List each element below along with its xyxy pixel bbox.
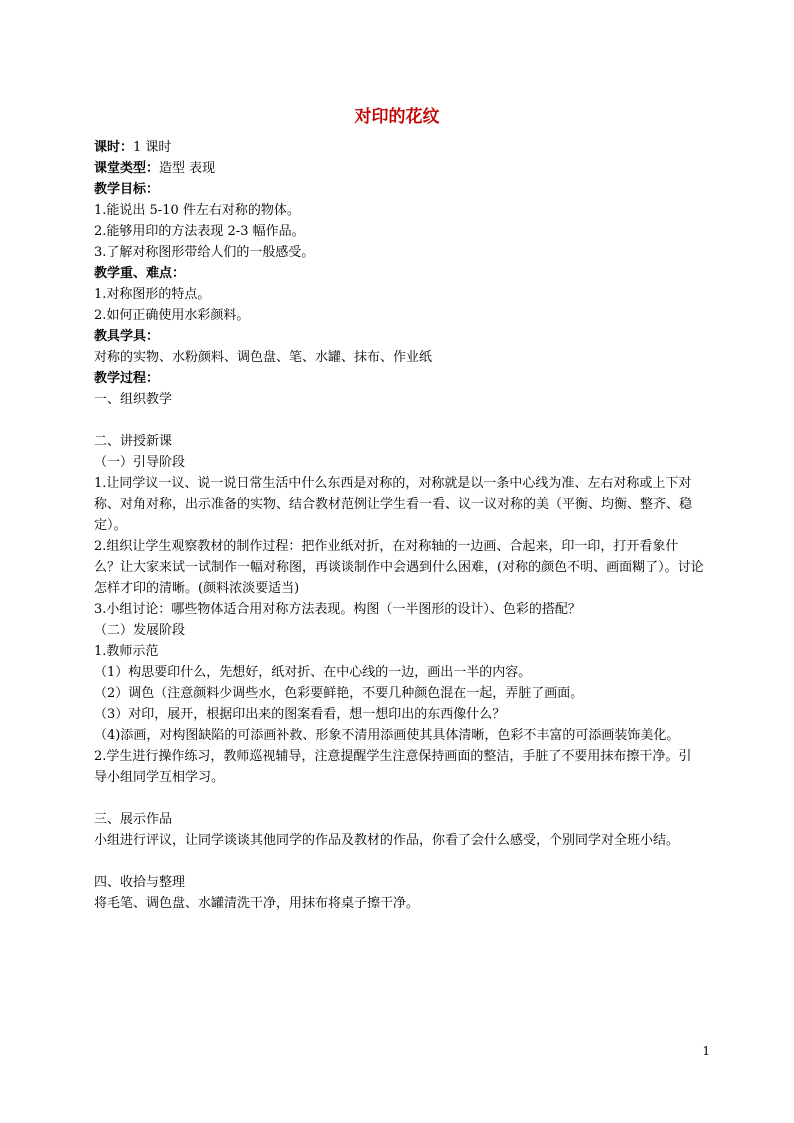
- subsection-heading: （二）发展阶段: [94, 623, 186, 638]
- focus-item: 2.如何正确使用水彩颜料。: [94, 308, 250, 323]
- goal-item: 1.能说出 5-10 件左右对称的物体。: [94, 203, 300, 218]
- type-line: [94, 158, 704, 179]
- page-number: 1: [702, 1044, 710, 1058]
- tools-text: 对称的实物、水粉颜料、调色盘、笔、水罐、抹布、作业纸: [94, 350, 433, 365]
- focus-heading: 教学重、难点：: [94, 266, 186, 281]
- focus-item: 1.对称图形的特点。: [94, 287, 211, 302]
- goals-heading: 教学目标：: [94, 182, 160, 197]
- paragraph: 2.学生进行操作练习，教师巡视辅导，注意提醒学生注意保持画面的整洁，手脏了不要用抹布擦干净。引导小组同学互相学习。: [94, 749, 692, 785]
- subsection-heading: （一）引导阶段: [94, 455, 186, 470]
- type-value: 造型 表现: [159, 161, 216, 176]
- section-heading: 一、组织教学: [94, 392, 173, 407]
- paragraph: 1.让同学议一议、说一说日常生活中什么东西是对称的，对称就是以一条中心线为准、左右对称或上下对称、对角对称，出示准备的实物、结合教材范例让学生看一看、议一议对称的美（平衡、均衡、整齐、稳定）。: [94, 476, 693, 533]
- paragraph: （3）对印，展开，根据印出来的图案看看，想一想印出的东西像什么？: [94, 707, 506, 722]
- document-body: [94, 137, 704, 914]
- spacer: [94, 410, 704, 431]
- period-line: [94, 137, 704, 158]
- paragraph: 小组进行评议，让同学谈谈其他同学的作品及教材的作品，你看了会什么感受，个别同学对全班小结。: [94, 833, 680, 848]
- goal-item: 3.了解对称图形带给人们的一般感受。: [94, 245, 315, 260]
- section-heading: 四、收拾与整理: [94, 875, 186, 890]
- section-heading: 二、讲授新课: [94, 434, 173, 449]
- spacer: [94, 851, 704, 872]
- period-value: 1 课时: [133, 140, 172, 155]
- tools-heading: 教具学具：: [94, 329, 160, 344]
- section-heading: 三、展示作品: [94, 812, 173, 827]
- goal-item: 2.能够用印的方法表现 2-3 幅作品。: [94, 224, 305, 239]
- paragraph: 将毛笔、调色盘、水罐清洗干净，用抹布将桌子擦干净。: [94, 896, 420, 911]
- type-label: 课堂类型：: [94, 161, 160, 176]
- page-title: 对印的花纹: [354, 107, 440, 127]
- paragraph: 3.小组讨论：哪些物体适合用对称方法表现。构图（一半图形的设计）、色彩的搭配？: [94, 602, 581, 617]
- paragraph: 1.教师示范: [94, 644, 159, 659]
- paragraph: （1）构思要印什么，先想好，纸对折、在中心线的一边，画出一半的内容。: [94, 665, 532, 680]
- spacer: [94, 788, 704, 809]
- paragraph: 2.组织让学生观察教材的制作过程：把作业纸对折，在对称轴的一边画、合起来，印一印，打开看象什么？让大家来试一试制作一幅对称图，再谈谈制作中会遇到什么困难，(对称的颜色不明、画面糊了）。讨论怎样才印的清晰。(颜料浓淡要适当): [94, 539, 704, 596]
- paragraph: （2）调色（注意颜料少调些水，色彩要鲜艳，不要几种颜色混在一起，弄脏了画面。: [94, 686, 584, 701]
- period-label: 课时：: [94, 140, 134, 155]
- paragraph: （4)添画，对构图缺陷的可添画补救、形象不清用添画使其具体清晰，色彩不丰富的可添画装饰美化。: [94, 728, 680, 743]
- process-heading: 教学过程：: [94, 371, 160, 386]
